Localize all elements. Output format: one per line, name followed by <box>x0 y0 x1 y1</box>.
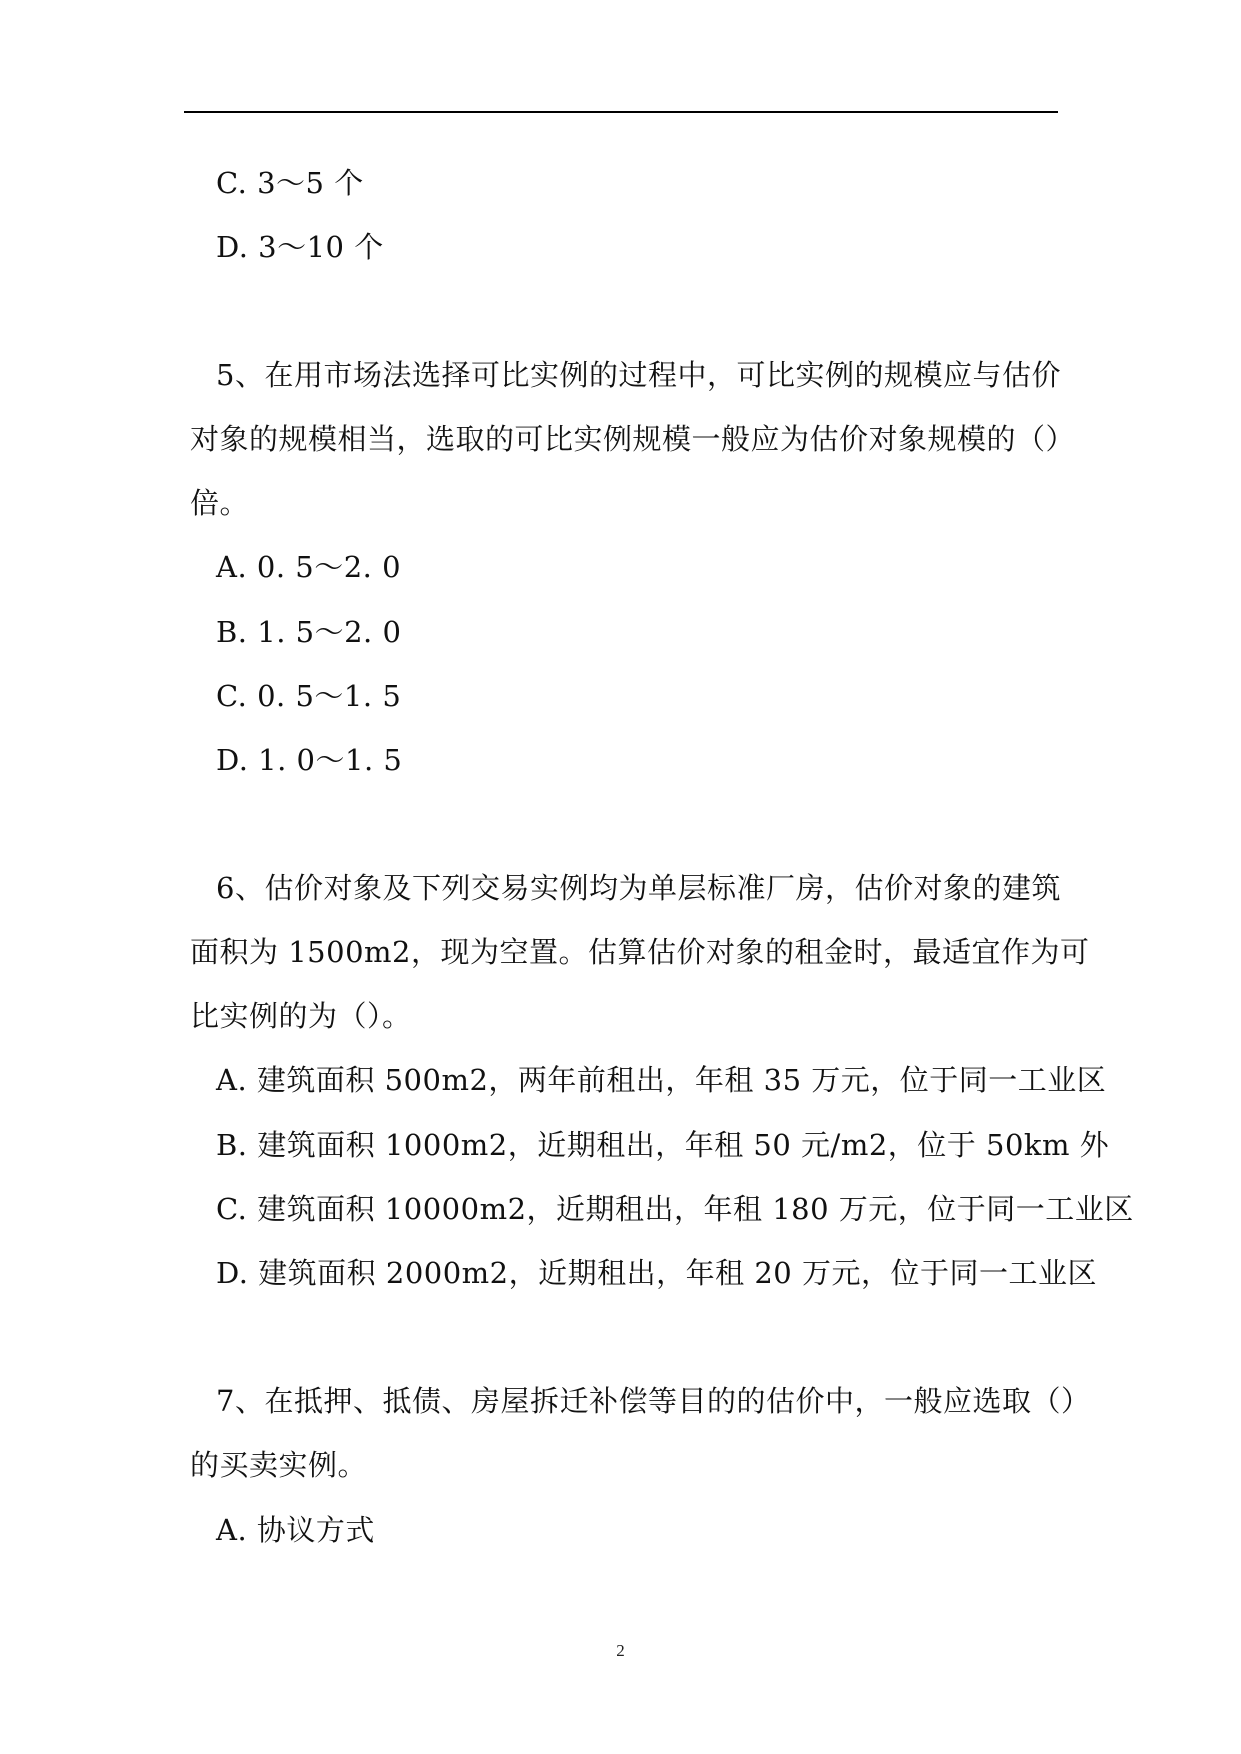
question-7-line-1: 7、在抵押、抵债、房屋拆迁补偿等目的的估价中，一般应选取（） <box>216 1384 1091 1418</box>
question-6-line-3: 比实例的为（）。 <box>190 999 412 1033</box>
question-5-option-a: A. 0. 5～2. 0 <box>216 550 402 584</box>
option-c-prev: C. 3～5 个 <box>216 166 364 200</box>
page-number: 2 <box>616 1641 625 1660</box>
question-6-line-1: 6、估价对象及下列交易实例均为单层标准厂房，估价对象的建筑 <box>216 871 1061 905</box>
question-6-option-d: D. 建筑面积 2000m2，近期租出，年租 20 万元，位于同一工业区 <box>216 1256 1097 1290</box>
question-7-line-2: 的买卖实例。 <box>190 1448 368 1482</box>
question-6-line-2: 面积为 1500m2，现为空置。估算估价对象的租金时，最适宜作为可 <box>190 935 1090 969</box>
question-7-option-a: A. 协议方式 <box>216 1513 375 1547</box>
question-5-line-1: 5、在用市场法选择可比实例的过程中，可比实例的规模应与估价 <box>216 358 1061 392</box>
question-5-option-b: B. 1. 5～2. 0 <box>216 615 402 649</box>
question-6-option-c: C. 建筑面积 10000m2，近期租出，年租 180 万元，位于同一工业区 <box>216 1192 1134 1226</box>
question-5-line-3: 倍。 <box>190 486 250 520</box>
option-d-prev: D. 3～10 个 <box>216 230 384 264</box>
question-5-option-d: D. 1. 0～1. 5 <box>216 743 403 777</box>
question-6-option-b: B. 建筑面积 1000m2，近期租出，年租 50 元/m2，位于 50km 外 <box>216 1128 1110 1162</box>
question-6-option-a: A. 建筑面积 500m2，两年前租出，年租 35 万元，位于同一工业区 <box>216 1063 1107 1097</box>
header-rule <box>184 111 1058 113</box>
question-5-option-c: C. 0. 5～1. 5 <box>216 679 402 713</box>
question-5-line-2: 对象的规模相当，选取的可比实例规模一般应为估价对象规模的（） <box>190 422 1076 456</box>
